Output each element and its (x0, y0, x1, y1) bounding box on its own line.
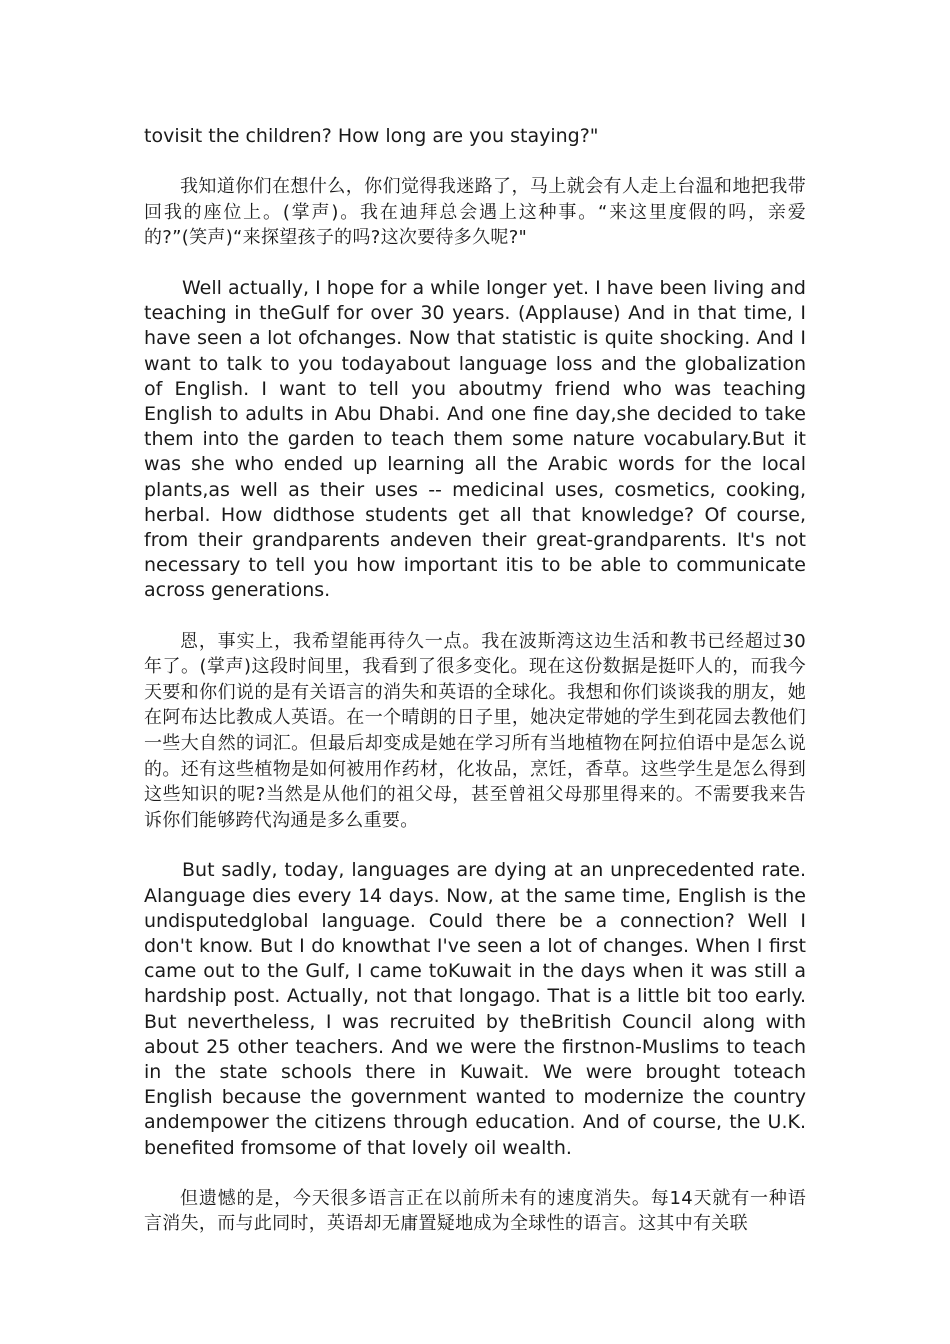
paragraph-gap (144, 1161, 806, 1186)
paragraph-6-chinese: 但遗憾的是，今天很多语言正在以前所未有的速度消失。每14天就有一种语言消失，而与此同时，英语却无庸置疑地成为全球性的语言。这其中有关联 (144, 1187, 806, 1235)
document-page (144, 124, 806, 1237)
paragraph-gap (144, 604, 806, 629)
paragraph-1-english: tovisit the children? How long are you staying?" (144, 125, 599, 147)
paragraph-5-english: But sadly, today, languages are dying at an unprecedented rate. Alanguage dies every 14 days. Now, at the same time, English is the undisputedglobal language. Could there be a connection? Well I don't know. But I do knowthat I've seen a lot of changes. When I first came out to the Gulf, I came toKuwait in the days when it was still a hardship post. Actually, not that longago. That is a little bit too early. But nevertheless, I was recruited by theBritish Council along with about 25 other teachers. And we were the firstnon-Muslims to teach in the state schools there in Kuwait. We were brought toteach English because the government wanted to modernize the country andempower the citizens through education. And of course, the U.K. benefited fromsome of that lovely oil wealth. (144, 859, 806, 1159)
paragraph-gap (144, 251, 806, 276)
paragraph-gap (144, 149, 806, 174)
paragraph-gap (144, 833, 806, 858)
paragraph-2-chinese: 我知道你们在想什么，你们觉得我迷路了，马上就会有人走上台温和地把我带回我的座位上。(掌声)。我在迪拜总会遇上这种事。“来这里度假的吗，亲爱的?”(笑声)“来探望孩子的吗?这次要待多久呢?" (144, 176, 806, 249)
paragraph-4-chinese: 恩，事实上，我希望能再待久一点。我在波斯湾这边生活和教书已经超过30年了。(掌声)这段时间里，我看到了很多变化。现在这份数据是挺吓人的，而我今天要和你们说的是有关语言的消失和英语的全球化。我想和你们谈谈我的朋友，她在阿布达比教成人英语。在一个晴朗的日子里，她决定带她的学生到花园去教他们一些大自然的词汇。但最后却变成是她在学习所有当地植物在阿拉伯语中是怎么说的。还有这些植物是如何被用作药材，化妆品，烹饪，香草。这些学生是怎么得到这些知识的呢?当然是从他们的祖父母，甚至曾祖父母那里得来的。不需要我来告诉你们能够跨代沟通是多么重要。 (144, 630, 806, 831)
paragraph-3-english: Well actually, I hope for a while longer yet. I have been living and teaching in theGulf for over 30 years. (Applause) And in that time, I have seen a lot ofchanges. Now that statistic is quite shocking. And I want to talk to you todayabout language loss and the globalization of English. I want to tell you aboutmy friend who was teaching English to adults in Abu Dhabi. And one fine day,she decided to take them into the garden to teach them some nature vocabulary.But it was she who ended up learning all the Arabic words for the local plants,as well as their uses -- medicinal uses, cosmetics, cooking, herbal. How didthose students get all that knowledge? Of course, from their grandparents andeven their great-grandparents. It's not necessary to tell you how important itis to be able to communicate across generations. (144, 276, 806, 602)
